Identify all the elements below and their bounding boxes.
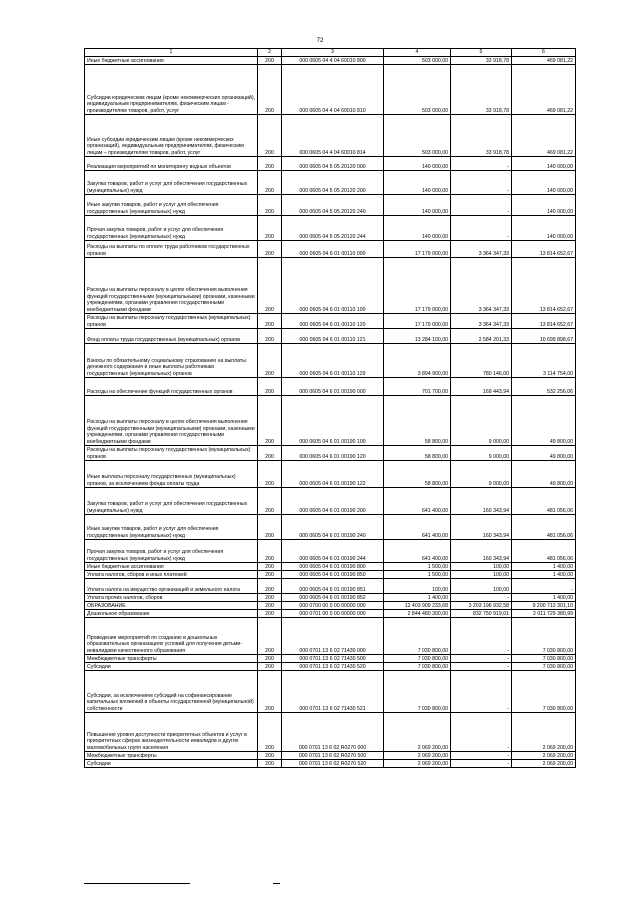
row-approved-amount: 140 000,00 [384, 195, 451, 216]
row-classification-code: 000 0605 04 6 01 00190 122 [282, 461, 384, 488]
row-name: Иные закупки товаров, работ и услуг для обеспечения государственных (муниципальных) нужд [85, 195, 258, 216]
row-approved-amount: 7 030 800,00 [384, 655, 451, 663]
row-code: 200 [258, 378, 282, 396]
row-executed-amount: - [451, 594, 512, 602]
row-name: Расходы на обеспечение функций государственных органов [85, 378, 258, 396]
table-row [85, 713, 576, 752]
row-classification-code: 000 0701 13 6 02 71430 521 [282, 671, 384, 713]
row-classification-code: 000 0701 13 6 02 71430 000 [282, 618, 384, 655]
table-row [85, 618, 576, 655]
row-approved-amount: 7 030 800,00 [384, 618, 451, 655]
row-unexecuted-amount: 1 400,00 [512, 594, 576, 602]
row-executed-amount: - [451, 671, 512, 713]
table-row [85, 195, 576, 216]
row-unexecuted-amount: 2 069 200,00 [512, 713, 576, 752]
header-col-4: 4 [384, 49, 451, 57]
row-code: 200 [258, 446, 282, 461]
row-code: 200 [258, 396, 282, 446]
row-unexecuted-amount: 481 056,06 [512, 515, 576, 540]
row-executed-amount: 33 918,78 [451, 115, 512, 157]
row-name: Расходы на выплаты персоналу в целях обеспечения выполнения функций государственными (муниципальными) органами, казенными учреждениями, органами управления государственными внебюджетными фондами [85, 396, 258, 446]
row-name: Расходы на выплаты персоналу государственных (муниципальных) органов [85, 446, 258, 461]
row-approved-amount: 17 179 000,00 [384, 241, 451, 258]
row-unexecuted-amount: 140 000,00 [512, 216, 576, 241]
row-classification-code: 000 0701 00 0 00 00000 000 [282, 610, 384, 618]
row-name: Субсидии юридическим лицам (кроме некоммерческих организаций), индивидуальным предпринимателям, физическим лицам - производителям товаров, работ, услуг [85, 65, 258, 115]
row-approved-amount: 2 069 200,00 [384, 752, 451, 760]
row-name: Уплата налогов, сборов и иных платежей [85, 571, 258, 579]
footer-line-left [84, 883, 190, 884]
row-executed-amount: 9 000,00 [451, 446, 512, 461]
table-row [85, 610, 576, 618]
row-classification-code: 000 0605 04 6 01 00190 800 [282, 563, 384, 571]
row-code: 200 [258, 216, 282, 241]
row-approved-amount: 12 403 909 233,68 [384, 602, 451, 610]
row-unexecuted-amount: 469 081,22 [512, 65, 576, 115]
row-code: 200 [258, 57, 282, 65]
row-unexecuted-amount: 13 814 652,67 [512, 241, 576, 258]
row-code: 200 [258, 655, 282, 663]
row-executed-amount: 169 443,94 [451, 378, 512, 396]
row-classification-code: 000 0605 04 5 05 20120 244 [282, 216, 384, 241]
row-classification-code: 000 0605 04 5 05 20120 000 [282, 157, 384, 171]
row-approved-amount: 58 800,00 [384, 396, 451, 446]
table-row [85, 65, 576, 115]
row-name: Уплата прочих налогов, сборов [85, 594, 258, 602]
budget-execution-table [84, 48, 576, 768]
row-code: 200 [258, 157, 282, 171]
row-code: 200 [258, 563, 282, 571]
table-row [85, 396, 576, 446]
row-executed-amount: - [451, 195, 512, 216]
row-classification-code: 000 0605 04 4 04 60010 800 [282, 57, 384, 65]
row-executed-amount: - [451, 216, 512, 241]
row-name: Расходы на выплаты персоналу государственных (муниципальных) органов [85, 314, 258, 329]
row-classification-code: 000 0701 13 6 02 R0270 000 [282, 713, 384, 752]
row-executed-amount: - [451, 663, 512, 671]
row-unexecuted-amount: 469 081,22 [512, 115, 576, 157]
row-approved-amount: 641 400,00 [384, 540, 451, 563]
row-name: Иные бюджетные ассигнования [85, 563, 258, 571]
table-row [85, 655, 576, 663]
row-code: 200 [258, 610, 282, 618]
row-executed-amount: 9 000,00 [451, 461, 512, 488]
header-col-1: 1 [85, 49, 258, 57]
table-row [85, 488, 576, 515]
table-row [85, 171, 576, 195]
row-classification-code: 000 0605 04 5 05 20120 240 [282, 195, 384, 216]
table-row [85, 571, 576, 579]
row-classification-code: 000 0605 04 6 01 00190 851 [282, 579, 384, 594]
row-executed-amount: - [451, 760, 512, 768]
row-approved-amount: 3 894 900,00 [384, 344, 451, 378]
row-classification-code: 000 0701 13 6 02 R0270 520 [282, 760, 384, 768]
row-approved-amount: 1 400,00 [384, 594, 451, 602]
row-classification-code: 000 0605 04 6 01 00190 000 [282, 378, 384, 396]
row-name: Субсидии [85, 663, 258, 671]
row-unexecuted-amount: 10 699 898,67 [512, 329, 576, 344]
row-name: Дошкольное образование [85, 610, 258, 618]
row-classification-code: 000 0605 04 6 01 00190 100 [282, 396, 384, 446]
row-executed-amount: 2 584 201,33 [451, 329, 512, 344]
header-col-5: 5 [451, 49, 512, 57]
table-row [85, 515, 576, 540]
row-approved-amount: 17 179 000,00 [384, 258, 451, 314]
row-code: 200 [258, 241, 282, 258]
table-row [85, 216, 576, 241]
row-classification-code: 000 0701 13 6 02 71430 500 [282, 655, 384, 663]
row-unexecuted-amount: 1 400,00 [512, 571, 576, 579]
row-executed-amount: 33 918,78 [451, 57, 512, 65]
row-unexecuted-amount: 140 000,00 [512, 171, 576, 195]
row-executed-amount: - [451, 655, 512, 663]
row-code: 200 [258, 461, 282, 488]
row-code: 200 [258, 344, 282, 378]
row-code: 200 [258, 571, 282, 579]
row-classification-code: 000 0701 13 6 02 71430 520 [282, 663, 384, 671]
row-unexecuted-amount: 7 030 800,00 [512, 655, 576, 663]
row-approved-amount: 1 500,00 [384, 563, 451, 571]
row-executed-amount: - [451, 618, 512, 655]
row-code: 200 [258, 671, 282, 713]
row-unexecuted-amount: 13 814 652,67 [512, 314, 576, 329]
row-executed-amount: - [451, 157, 512, 171]
row-code: 200 [258, 760, 282, 768]
page-number: 72 [316, 38, 324, 44]
row-unexecuted-amount: 2 069 200,00 [512, 760, 576, 768]
row-unexecuted-amount: 140 000,00 [512, 195, 576, 216]
table-row [85, 663, 576, 671]
row-classification-code: 000 0605 04 4 04 60010 810 [282, 65, 384, 115]
row-executed-amount: 100,00 [451, 563, 512, 571]
row-classification-code: 000 0605 04 6 01 00110 100 [282, 258, 384, 314]
table-row [85, 446, 576, 461]
table-header-row [85, 49, 576, 57]
table-row [85, 314, 576, 329]
table-row [85, 602, 576, 610]
row-executed-amount: - [451, 171, 512, 195]
table-row [85, 594, 576, 602]
row-name: Закупка товаров, работ и услуг для обеспечения государственных (муниципальных) нужд [85, 488, 258, 515]
header-col-6: 6 [512, 49, 576, 57]
row-classification-code: 000 0700 00 0 00 00000 000 [282, 602, 384, 610]
row-classification-code: 000 0605 04 6 01 00190 240 [282, 515, 384, 540]
row-classification-code: 000 0605 04 6 01 00190 200 [282, 488, 384, 515]
row-approved-amount: 503 000,00 [384, 65, 451, 115]
row-unexecuted-amount: 7 030 800,00 [512, 618, 576, 655]
row-approved-amount: 7 030 800,00 [384, 671, 451, 713]
row-name: Повышение уровня доступности приоритетных объектов и услуг в приоритетных сферах жизнедеятельности инвалидов и других маломобильных групп населения [85, 713, 258, 752]
row-unexecuted-amount: 49 800,00 [512, 446, 576, 461]
table-row [85, 241, 576, 258]
row-unexecuted-amount: 469 081,22 [512, 57, 576, 65]
row-executed-amount: - [451, 713, 512, 752]
row-approved-amount: 58 800,00 [384, 446, 451, 461]
row-code: 200 [258, 602, 282, 610]
row-unexecuted-amount: 9 200 712 301,10 [512, 602, 576, 610]
table-row [85, 258, 576, 314]
row-unexecuted-amount: 140 000,00 [512, 157, 576, 171]
row-approved-amount: 641 400,00 [384, 488, 451, 515]
row-name: Реализация мероприятий по мониторингу водных объектов [85, 157, 258, 171]
row-classification-code: 000 0605 04 6 01 00110 129 [282, 344, 384, 378]
row-classification-code: 000 0605 04 6 01 00110 121 [282, 329, 384, 344]
row-name: Расходы на выплаты по оплате труда работников государственных органов [85, 241, 258, 258]
row-executed-amount: 33 918,78 [451, 65, 512, 115]
row-unexecuted-amount: 49 800,00 [512, 461, 576, 488]
row-approved-amount: 701 700,00 [384, 378, 451, 396]
row-approved-amount: 140 000,00 [384, 216, 451, 241]
table-row [85, 378, 576, 396]
row-code: 200 [258, 594, 282, 602]
table-row [85, 344, 576, 378]
row-executed-amount: 160 343,94 [451, 488, 512, 515]
header-col-3: 3 [282, 49, 384, 57]
row-executed-amount: 3 203 196 932,58 [451, 602, 512, 610]
row-approved-amount: 7 030 800,00 [384, 663, 451, 671]
row-approved-amount: 100,00 [384, 579, 451, 594]
row-code: 200 [258, 171, 282, 195]
row-classification-code: 000 0605 04 4 04 60010 814 [282, 115, 384, 157]
row-approved-amount: 1 500,00 [384, 571, 451, 579]
row-unexecuted-amount: 49 800,00 [512, 396, 576, 446]
row-classification-code: 000 0701 13 6 02 R0270 500 [282, 752, 384, 760]
row-executed-amount: 160 343,94 [451, 515, 512, 540]
row-unexecuted-amount: 481 056,06 [512, 540, 576, 563]
row-executed-amount: 100,00 [451, 579, 512, 594]
row-unexecuted-amount: 7 030 800,00 [512, 663, 576, 671]
row-name: Субсидии, за исключением субсидий на софинансирование капитальных вложений в объекты государственной (муниципальной) собственности [85, 671, 258, 713]
row-classification-code: 000 0605 04 6 01 00110 000 [282, 241, 384, 258]
table-row [85, 752, 576, 760]
row-approved-amount: 2 844 480 300,00 [384, 610, 451, 618]
row-approved-amount: 58 800,00 [384, 461, 451, 488]
row-code: 200 [258, 195, 282, 216]
row-name: Расходы на выплаты персоналу в целях обеспечения выполнения функций государственными (муниципальными) органами, казенными учреждениями, органами управления государственными внебюджетными фондами [85, 258, 258, 314]
table-row [85, 540, 576, 563]
row-unexecuted-amount: - [512, 579, 576, 594]
row-executed-amount: 9 000,00 [451, 396, 512, 446]
row-unexecuted-amount: 2 011 729 380,99 [512, 610, 576, 618]
footer-line-right [273, 883, 280, 884]
row-executed-amount: 3 364 347,33 [451, 314, 512, 329]
row-code: 200 [258, 663, 282, 671]
row-code: 200 [258, 488, 282, 515]
table-row [85, 671, 576, 713]
row-name: Закупка товаров, работ и услуг для обеспечения государственных (муниципальных) нужд [85, 171, 258, 195]
row-code: 200 [258, 752, 282, 760]
table-row [85, 115, 576, 157]
row-name: Иные выплаты персоналу государственных (муниципальных) органов, за исключением фонда оплаты труда [85, 461, 258, 488]
row-unexecuted-amount: 1 400,00 [512, 563, 576, 571]
row-code: 200 [258, 115, 282, 157]
row-approved-amount: 13 284 100,00 [384, 329, 451, 344]
row-code: 200 [258, 258, 282, 314]
row-executed-amount: 832 750 919,01 [451, 610, 512, 618]
row-executed-amount: 100,00 [451, 571, 512, 579]
row-name: Субсидии [85, 760, 258, 768]
row-executed-amount: 3 364 347,33 [451, 258, 512, 314]
row-code: 200 [258, 618, 282, 655]
row-name: Прочая закупка товаров, работ и услуг для обеспечения государственных (муниципальных) нужд [85, 216, 258, 241]
row-classification-code: 000 0605 04 6 01 00190 852 [282, 594, 384, 602]
row-approved-amount: 503 000,00 [384, 57, 451, 65]
row-executed-amount: 160 343,94 [451, 540, 512, 563]
row-approved-amount: 140 000,00 [384, 157, 451, 171]
row-unexecuted-amount: 7 030 800,00 [512, 671, 576, 713]
row-classification-code: 000 0605 04 6 01 00110 120 [282, 314, 384, 329]
row-name: Межбюджетные трансферты [85, 655, 258, 663]
row-approved-amount: 641 400,00 [384, 515, 451, 540]
row-code: 200 [258, 65, 282, 115]
row-executed-amount: - [451, 752, 512, 760]
row-executed-amount: 3 364 347,33 [451, 241, 512, 258]
row-code: 200 [258, 329, 282, 344]
row-name: Фонд оплаты труда государственных (муниципальных) органов [85, 329, 258, 344]
row-name: ОБРАЗОВАНИЕ [85, 602, 258, 610]
row-approved-amount: 2 069 200,00 [384, 713, 451, 752]
row-classification-code: 000 0605 04 6 01 00190 850 [282, 571, 384, 579]
row-unexecuted-amount: 481 056,06 [512, 488, 576, 515]
row-unexecuted-amount: 532 256,06 [512, 378, 576, 396]
table-row [85, 563, 576, 571]
row-approved-amount: 2 069 200,00 [384, 760, 451, 768]
row-approved-amount: 17 179 000,00 [384, 314, 451, 329]
row-classification-code: 000 0605 04 6 01 00190 120 [282, 446, 384, 461]
row-classification-code: 000 0605 04 5 05 20120 200 [282, 171, 384, 195]
row-approved-amount: 503 000,00 [384, 115, 451, 157]
row-approved-amount: 140 000,00 [384, 171, 451, 195]
row-name: Взносы по обязательному социальному страхованию на выплаты денежного содержания и иные выплаты работникам государственных (муниципальных) органов [85, 344, 258, 378]
row-name: Межбюджетные трансферты [85, 752, 258, 760]
row-classification-code: 000 0605 04 6 01 00190 244 [282, 540, 384, 563]
row-code: 200 [258, 540, 282, 563]
row-name: Иные бюджетные ассигнования [85, 57, 258, 65]
table-row [85, 760, 576, 768]
table-row [85, 461, 576, 488]
table-row [85, 329, 576, 344]
row-unexecuted-amount: 2 069 200,00 [512, 752, 576, 760]
table-row [85, 579, 576, 594]
row-code: 200 [258, 314, 282, 329]
row-unexecuted-amount: 13 814 652,67 [512, 258, 576, 314]
header-col-2: 2 [258, 49, 282, 57]
row-code: 200 [258, 579, 282, 594]
row-name: Проведение мероприятий по созданию в дошкольных образовательных организациях условий для получения детьми-инвалидами качественного образования [85, 618, 258, 655]
row-name: Уплата налога на имущество организаций и земельного налога [85, 579, 258, 594]
row-name: Иные субсидии юридическим лицам (кроме некоммерческих организаций), индивидуальным предпринимателям, физическим лицам – производителям товаров, работ, услуг [85, 115, 258, 157]
row-name: Прочая закупка товаров, работ и услуг для обеспечения государственных (муниципальных) нужд [85, 540, 258, 563]
row-executed-amount: 780 146,00 [451, 344, 512, 378]
row-name: Иные закупки товаров, работ и услуг для обеспечения государственных (муниципальных) нужд [85, 515, 258, 540]
table-row [85, 57, 576, 65]
row-unexecuted-amount: 3 114 754,00 [512, 344, 576, 378]
row-code: 200 [258, 515, 282, 540]
table-row [85, 157, 576, 171]
row-code: 200 [258, 713, 282, 752]
